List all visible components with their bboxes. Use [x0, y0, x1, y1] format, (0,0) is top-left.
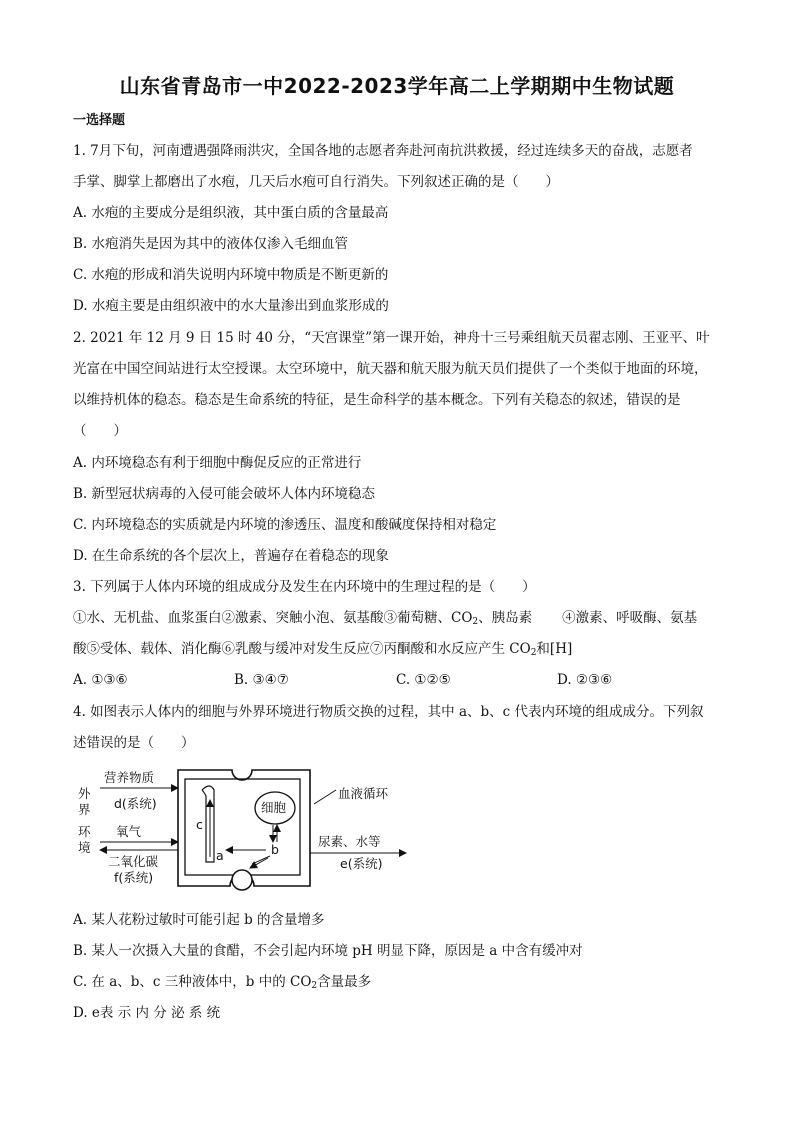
- q2-option-b: B. 新型冠状病毒的入侵可能会破坏人体内环境稳态: [73, 486, 376, 502]
- q1-option-d: D. 水疱主要是由组织液中的水大量渗出到血浆形成的: [73, 298, 389, 314]
- cell-label: 细胞: [261, 800, 287, 815]
- q3-option-d: D. ②③⑥: [557, 672, 613, 688]
- q2-option-d: D. 在生命系统的各个层次上，普遍存在着稳态的现象: [73, 548, 389, 564]
- exchange-diagram: [78, 762, 418, 900]
- oxygen-label: 氧气: [116, 824, 142, 839]
- q3-items-line-1: ①水、无机盐、血浆蛋白②激素、突触小泡、氨基酸③葡萄糖、$CO_2$、胰岛素 ④激素、呼吸酶、氨基: [73, 610, 698, 627]
- q2-option-a: A. 内环境稳态有利于细胞中酶促反应的正常进行: [73, 455, 362, 471]
- q2-stem-line-2: 光富在中国空间站进行太空授课。太空环境中，航天器和航天服为航天员们提供了一个类似于地面的环境，: [73, 361, 708, 377]
- q3-option-c: C. ①②⑤: [396, 672, 451, 688]
- section-heading: 一选择题: [73, 113, 126, 128]
- q4-option-a: A. 某人花粉过敏时可能引起 b 的含量增多: [73, 912, 325, 928]
- q2-stem-line-3: 以维持机体的稳态。稳态是生命系统的特征，是生命科学的基本概念。下列有关稳态的叙述，错误的是: [73, 392, 681, 408]
- q4-stem-line-1: 4. 如图表示人体内的细胞与外界环境进行物质交换的过程，其中 a、b、c 代表内环境的组成成分。下列叙: [73, 704, 704, 720]
- label-b: b: [271, 842, 279, 857]
- q1-stem-line-1: 1. 7月下旬，河南遭遇强降雨洪灾，全国各地的志愿者奔赴河南抗洪救援，经过连续多天的奋战，志愿者: [73, 143, 693, 159]
- q4-option-b: B. 某人一次摄入大量的食醋，不会引起内环境 pH 明显下降，原因是 a 中含有缓冲对: [73, 943, 583, 959]
- nutrients-label: 营养物质: [104, 770, 155, 785]
- lymph-vessel: [202, 786, 214, 862]
- outer-env-char-3: 环: [78, 824, 91, 839]
- label-a: a: [216, 848, 224, 863]
- d-system-label: d(系统): [114, 796, 157, 811]
- q1-option-a: A. 水疱的主要成分是组织液，其中蛋白质的含量最高: [73, 205, 389, 221]
- outer-env-char-4: 境: [78, 840, 91, 855]
- page-title: 山东省青岛市一中2022-2023学年高二上学期期中生物试题: [119, 74, 675, 98]
- outer-env-char-2: 界: [78, 802, 91, 817]
- blood-circulation-label: 血液循环: [338, 786, 389, 801]
- q1-option-b: B. 水疱消失是因为其中的液体仅渗入毛细血管: [73, 236, 349, 252]
- q2-option-c: C. 内环境稳态的实质就是内环境的渗透压、温度和酸碱度保持相对稳定: [73, 517, 497, 533]
- q3-items-line-2: 酸⑤受体、载体、消化酶⑥乳酸与缓冲对发生反应⑦丙酮酸和水反应产生 $CO_2$和[H]: [73, 641, 573, 658]
- heart-circle: [232, 870, 252, 890]
- outer-env-char-1: 外: [78, 786, 91, 801]
- q4-option-d: D. e表 示 内 分 泌 系 统: [73, 1005, 221, 1021]
- q3-option-a: A. ①③⑥: [73, 672, 128, 688]
- q4-stem-line-2: 述错误的是（ ）: [73, 735, 195, 751]
- urea-label: 尿素、水等: [318, 834, 381, 849]
- co2-label: 二氧化碳: [108, 854, 159, 869]
- f-system-label: f(系统): [114, 870, 154, 885]
- q1-option-c: C. 水疱的形成和消失说明内环境中物质是不断更新的: [73, 267, 389, 283]
- q2-stem-line-4: （ ）: [73, 423, 127, 439]
- e-system-label: e(系统): [340, 856, 383, 871]
- q1-stem-line-2: 手掌、脚掌上都磨出了水疱，几天后水疱可自行消失。下列叙述正确的是（ ）: [73, 174, 559, 190]
- label-c: c: [196, 817, 203, 832]
- q2-stem-line-1: 2. 2021 年 12 月 9 日 15 时 40 分，“天宫课堂”第一课开始，神舟十三号乘组航天员翟志刚、王亚平、叶: [73, 330, 710, 346]
- q3-stem: 3. 下列属于人体内环境的组成成分及发生在内环境中的生理过程的是（ ）: [73, 579, 536, 595]
- q3-option-b: B. ③④⑦: [234, 672, 289, 688]
- q4-option-c: C. 在 a、b、c 三种液体中，b 中的 $CO_2$含量最多: [73, 974, 372, 991]
